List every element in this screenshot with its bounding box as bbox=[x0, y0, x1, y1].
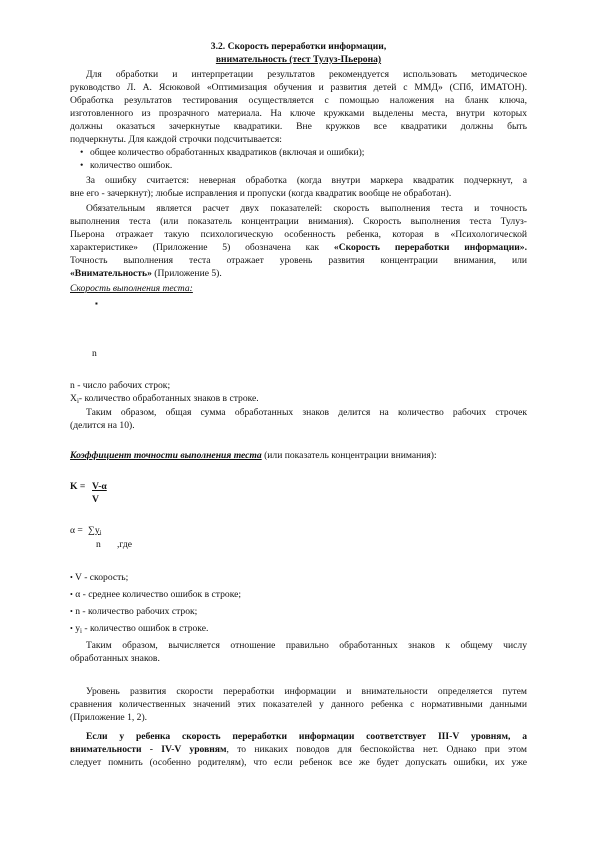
list2-bullet: • bbox=[70, 590, 73, 599]
p2-line: За ошибку считается: неверная обработка (когда внутри маркера квадратик подчеркнут, а bbox=[86, 175, 527, 186]
p3-line: Пьерона отражает такую психологическую особенность ребенка, которая в «Психологической bbox=[70, 229, 527, 240]
coef-label: Коэффициент точности выполнения теста bbox=[70, 450, 262, 461]
definition-x-text: - количество обработанных знаков в строке. bbox=[78, 393, 259, 404]
p6-line: (Приложение 1, 2). bbox=[70, 712, 148, 723]
definition-x bbox=[70, 393, 259, 407]
p7-bold: внимательности - IV-V уровням bbox=[70, 744, 227, 755]
p3-line-text: характеристике» (Приложение 5) обозначена как bbox=[70, 242, 334, 253]
p3-line: Точность выполнения теста отражает уровень развития концентрации внимания, или bbox=[70, 255, 527, 266]
p3-speed-term: «Скорость переработки информации». bbox=[333, 242, 527, 253]
list2-bullet: • bbox=[70, 573, 73, 582]
p3-line bbox=[70, 268, 527, 280]
alpha-formula-numerator bbox=[88, 525, 102, 539]
section-title-line2 bbox=[70, 54, 527, 66]
k-formula-numerator: V-α bbox=[92, 481, 107, 492]
definition-x-var: X bbox=[70, 393, 77, 404]
alpha-formula-denominator: n bbox=[96, 539, 101, 550]
list1-bullet: • bbox=[80, 147, 84, 158]
p5-line: обработанных знаков. bbox=[70, 653, 160, 664]
p3-line bbox=[70, 242, 527, 254]
p6-line: Уровень развития скорости переработки информации и внимательности определяется путем bbox=[86, 686, 527, 697]
p1-line: руководство Л. А. Ясюковой «Оптимизация обучения и развития детей с ММД» (СПб, ИМАТОН). bbox=[70, 82, 527, 93]
p7-text: , то никаких поводов для беспокойства нет. Однако при этом bbox=[226, 744, 527, 755]
list2-text: α - среднее количество ошибок в строке; bbox=[75, 589, 242, 600]
alpha-formula-where: ,где bbox=[117, 539, 132, 550]
section-title-underlined: внимательность (тест Тулуз-Пьерона) bbox=[215, 54, 382, 65]
p1-line: Обработка результатов тестирования осуществляется с помощью наложения на бланк ключа, bbox=[70, 95, 527, 106]
list2-item bbox=[70, 606, 197, 618]
list2-bullet: • bbox=[70, 607, 73, 616]
list2-text-y bbox=[75, 623, 208, 634]
list1-item: общее количество обработанных квадратиков (включая и ошибки); bbox=[90, 147, 365, 158]
speed-label-text: Скорость выполнения теста: bbox=[70, 283, 193, 294]
p1-line: подчеркнуты. Для каждой строчки подсчитывается: bbox=[70, 134, 282, 145]
list2-item bbox=[70, 623, 208, 637]
formula1-denominator: n bbox=[92, 348, 97, 359]
p4-line: (делится на 10). bbox=[70, 420, 135, 431]
p3-line: Обязательным является расчет двух показателей: скорость выполнения теста и точность bbox=[86, 203, 527, 214]
list2-item bbox=[70, 589, 241, 601]
coef-label-rest: (или показатель концентрации внимания): bbox=[261, 450, 437, 461]
p3-attention-term: «Внимательность» bbox=[70, 268, 152, 279]
formula1-marker: ▪ bbox=[95, 299, 98, 308]
list2-text: n - количество рабочих строк; bbox=[75, 606, 198, 617]
p1-line: изготовленного из прозрачного материала. На ключе кружками выделены места, внутри которых bbox=[70, 108, 527, 119]
p7-line: следует помнить (особенно родителям), что если ребенок все же будет допускать ошибки, их уже bbox=[70, 757, 527, 768]
k-formula-lhs: K = bbox=[70, 481, 86, 492]
alpha-formula-lhs: α = bbox=[70, 525, 83, 536]
k-formula-denominator: V bbox=[92, 494, 99, 505]
coef-label-line bbox=[70, 450, 527, 462]
definition-x-sub: i bbox=[76, 397, 79, 405]
p4-line: Таким образом, общая сумма обработанных знаков делится на количество рабочих строчек bbox=[86, 407, 527, 418]
list2-y-var: y bbox=[75, 623, 81, 634]
p7-line: Если у ребенка скорость переработки информации соответствует III-V уровням, а bbox=[86, 731, 527, 742]
definition-n: n - число рабочих строк; bbox=[70, 380, 171, 391]
p1-line: Для обработки и интерпретации результатов рекомендуется использовать методическое bbox=[86, 69, 527, 80]
p3-line: выполнения теста (или показатель концентрации внимания). Скорость выполнения теста Тулуз- bbox=[70, 216, 527, 227]
list2-bullet: • bbox=[70, 624, 73, 633]
list2-y-text: - количество ошибок в строке. bbox=[81, 623, 209, 634]
list1-item: количество ошибок. bbox=[90, 160, 173, 171]
section-title-line1: 3.2. Скорость переработки информации, bbox=[210, 41, 387, 52]
p5-line: Таким образом, вычисляется отношение правильно обработанных знаков к общему числу bbox=[86, 640, 527, 651]
p6-line: сравнения количественных значений этих показателей у данного ребенка с нормативными данными bbox=[70, 699, 527, 710]
list2-text: V - скорость; bbox=[75, 572, 129, 583]
list2-y-sub: i bbox=[80, 627, 82, 635]
alpha-sum: ∑y bbox=[88, 525, 100, 536]
list2-item bbox=[70, 572, 128, 584]
p1-line: должны оказаться зачеркнутые квадратики. Вне кружков все квадратики должны быть bbox=[70, 121, 527, 132]
p2-line: вне его - зачеркнут); любые исправления и пропуски (когда квадратик вообще не обработан). bbox=[70, 188, 452, 199]
list1-bullet: • bbox=[80, 160, 84, 171]
p7-line bbox=[70, 744, 527, 756]
speed-label bbox=[70, 283, 527, 295]
alpha-sum-sub: i bbox=[99, 529, 102, 537]
p3-line-text: (Приложение 5). bbox=[151, 268, 222, 279]
